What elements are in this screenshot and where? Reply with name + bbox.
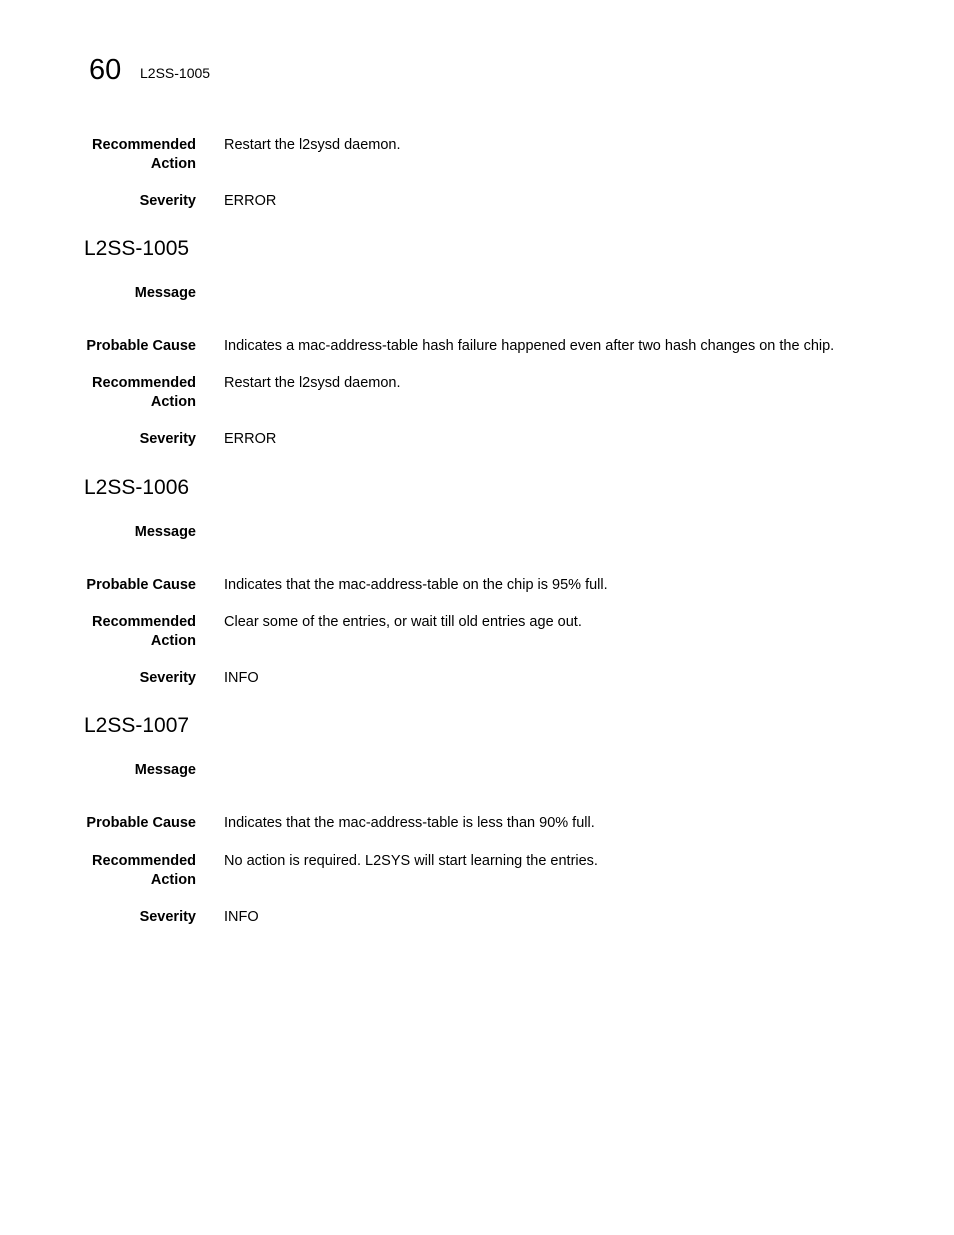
recommended-action-label: Recommended Action [92, 137, 196, 172]
severity-value: ERROR [224, 431, 277, 447]
recommended-action-value: Restart the l2sysd daemon. [224, 375, 401, 391]
severity-label: Severity [139, 431, 196, 447]
severity-value: ERROR [224, 193, 277, 209]
severity-value: INFO [224, 909, 259, 925]
severity-value: INFO [224, 670, 259, 686]
message-heading: L2SS-1005 [84, 237, 190, 260]
running-title: L2SS-1005 [140, 65, 211, 81]
severity-label: Severity [139, 193, 196, 209]
recommended-action-value: Restart the l2sysd daemon. [224, 137, 401, 153]
recommended-action-value: No action is required. L2SYS will start learning the entries. [224, 853, 598, 869]
recommended-action-label: Recommended Action [92, 614, 196, 649]
severity-label: Severity [139, 670, 196, 686]
message-heading: L2SS-1007 [84, 714, 190, 737]
severity-label: Severity [139, 909, 196, 925]
message-label: Message [134, 285, 196, 301]
page-number: 60 [89, 54, 122, 86]
probable-cause-label: Probable Cause [86, 815, 196, 831]
probable-cause-value: Indicates that the mac-address-table is less than 90% full. [224, 815, 595, 831]
probable-cause-label: Probable Cause [86, 338, 196, 354]
probable-cause-value: Indicates a mac-address-table hash failure happened even after two hash changes on the chip. [224, 338, 835, 354]
probable-cause-value: Indicates that the mac-address-table on the chip is 95% full. [224, 577, 608, 593]
probable-cause-label: Probable Cause [86, 577, 196, 593]
recommended-action-label: Recommended Action [92, 375, 196, 410]
message-heading: L2SS-1006 [84, 476, 190, 499]
message-label: Message [134, 524, 196, 540]
recommended-action-value: Clear some of the entries, or wait till old entries age out. [224, 614, 582, 630]
message-label: Message [134, 762, 196, 778]
recommended-action-label: Recommended Action [92, 853, 196, 888]
